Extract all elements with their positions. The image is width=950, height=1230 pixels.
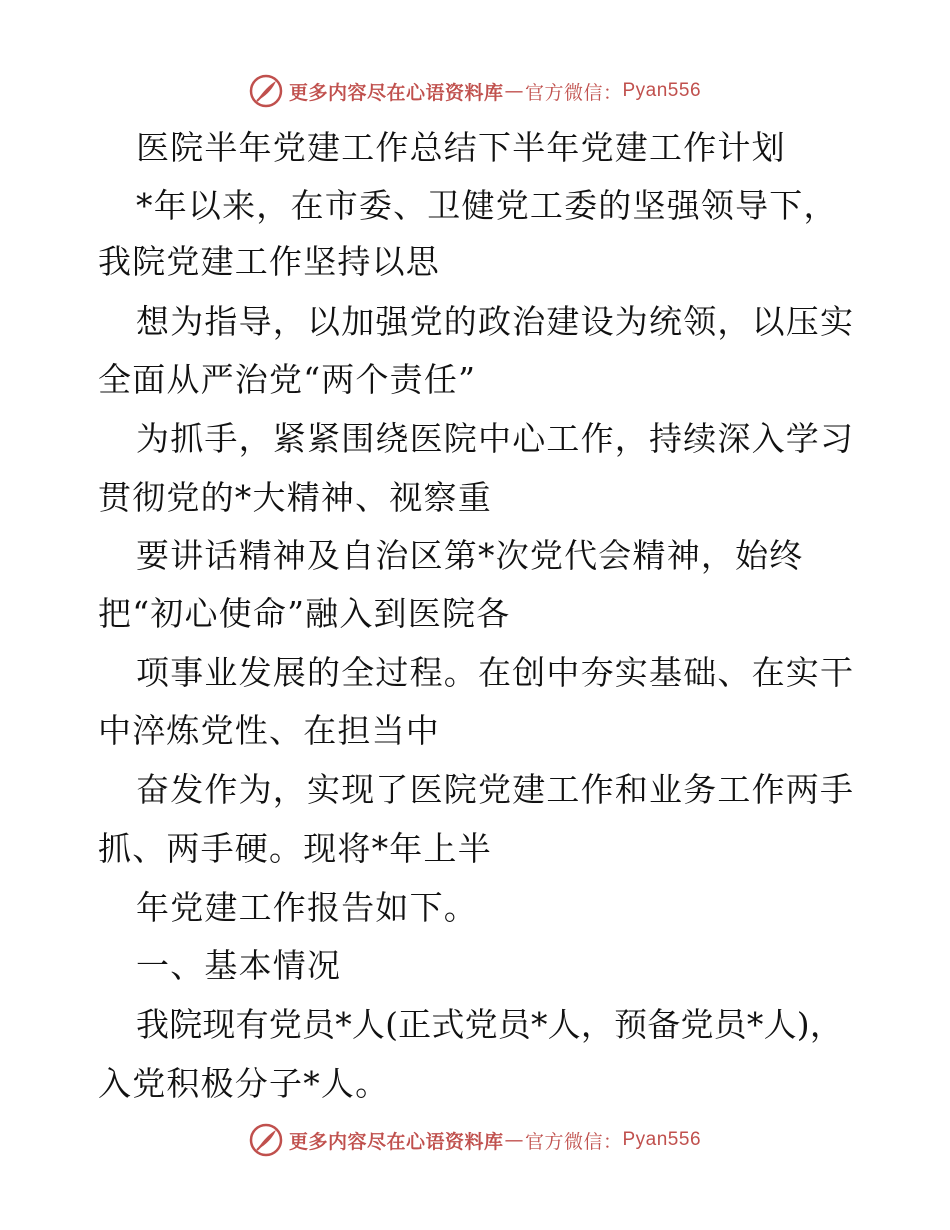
watermark-id: Pyan556 — [622, 80, 702, 101]
paragraph-line: 项事业发展的全过程。在创中夯实基础、在实干 — [136, 653, 855, 692]
quill-logo-icon — [249, 74, 283, 108]
paragraph-line: 奋发作为，实现了医院党建工作和业务工作两手 — [136, 770, 855, 809]
paragraph-line: 要讲话精神及自治区第*次党代会精神，始终 — [136, 536, 804, 575]
watermark-main-text: 更多内容尽在心语资料库 — [288, 81, 504, 104]
paragraph-line: 贯彻党的*大精神、视察重 — [98, 478, 492, 517]
watermark-id: Pyan556 — [622, 1129, 702, 1150]
watermark-dash: — — [504, 1129, 524, 1151]
header-watermark — [0, 71, 950, 111]
watermark-dash: — — [504, 80, 524, 102]
paragraph-line: 年党建工作报告如下。 — [136, 888, 478, 927]
paragraph-line: 中淬炼党性、在担当中 — [98, 711, 440, 750]
document-title: 医院半年党建工作总结下半年党建工作计划 — [136, 128, 786, 167]
watermark-sub-text: 官方微信： — [524, 81, 623, 104]
paragraph-line: 把“初心使命”融入到医院各 — [98, 594, 511, 633]
watermark-sub-text: 官方微信： — [524, 1130, 623, 1153]
paragraph-line: 想为指导，以加强党的政治建设为统领，以压实 — [136, 302, 855, 341]
paragraph-line: 为抓手，紧紧围绕医院中心工作，持续深入学习 — [136, 419, 855, 458]
paragraph-line: 入党积极分子*人。 — [98, 1064, 390, 1103]
section-heading: 一、基本情况 — [136, 946, 342, 985]
paragraph-line: *年以来，在市委、卫健党工委的坚强领导下， — [136, 186, 838, 225]
quill-logo-icon — [249, 1123, 283, 1157]
footer-watermark — [0, 1120, 950, 1160]
watermark-main-text: 更多内容尽在心语资料库 — [288, 1130, 504, 1153]
paragraph-line: 全面从严治党“两个责任” — [98, 360, 477, 399]
paragraph-line: 我院党建工作坚持以思 — [98, 242, 440, 281]
paragraph-line: 抓、两手硬。现将*年上半 — [98, 829, 492, 868]
paragraph-line: 我院现有党员*人(正式党员*人，预备党员*人)， — [136, 1005, 844, 1044]
